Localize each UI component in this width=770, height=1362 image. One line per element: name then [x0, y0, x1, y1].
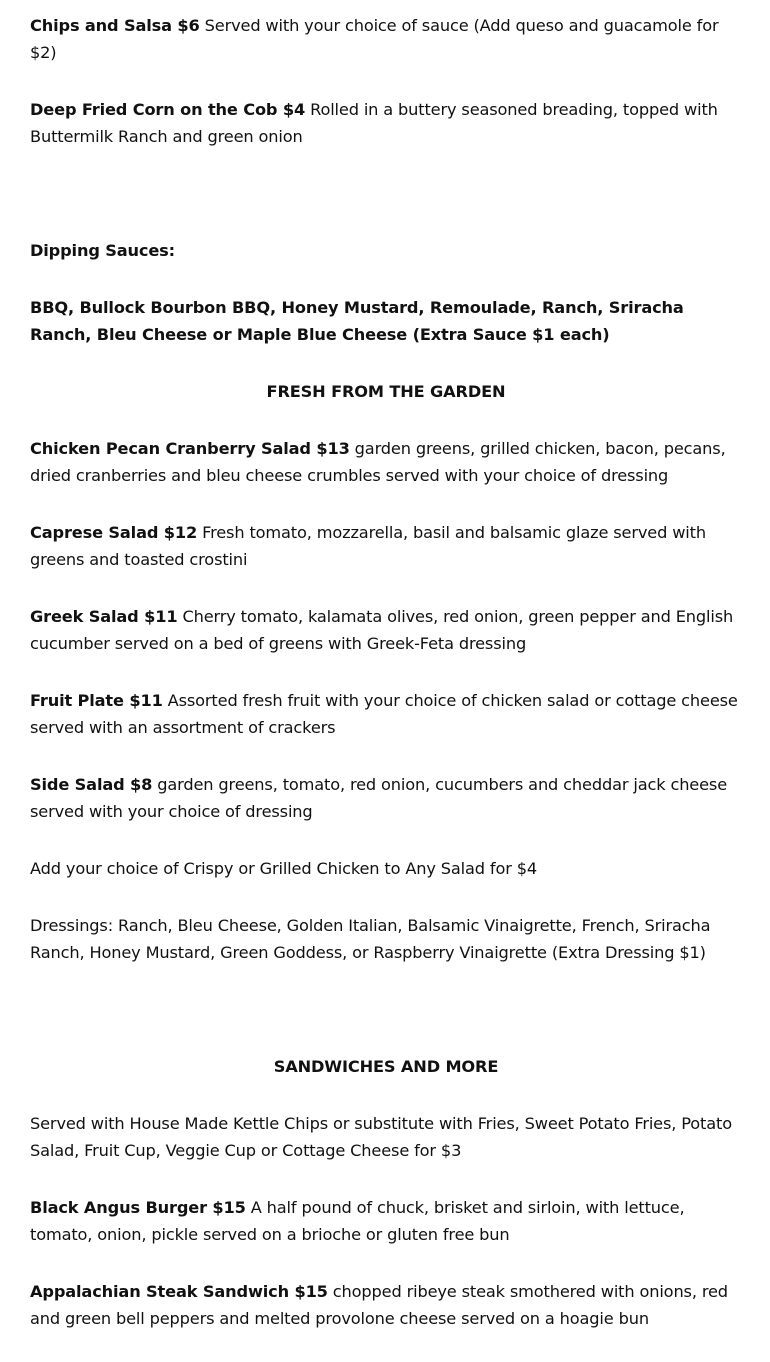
section-spacer	[30, 996, 742, 1053]
menu-item-description: chopped ribeye steak smothered with onions, red and green bell peppers and melted provolone cheese served on a hoagie bun	[30, 1282, 728, 1328]
menu-item-name: Black Angus Burger $15	[30, 1198, 246, 1217]
section-spacer	[30, 180, 742, 237]
menu-item-description: garden greens, grilled chicken, bacon, pecans, dried cranberries and bleu cheese crumbles served with your choice of dressing	[30, 439, 726, 485]
menu-item-name: Appalachian Steak Sandwich $15	[30, 1282, 328, 1301]
menu-item-chips-and-salsa	[30, 12, 742, 66]
menu-item-black-angus-burger	[30, 1194, 742, 1248]
dipping-sauces-title: Dipping Sauces:	[30, 241, 175, 260]
menu-item-name: Greek Salad $11	[30, 607, 178, 626]
menu-item-name: Chips and Salsa $6	[30, 16, 200, 35]
menu-item-name: Deep Fried Corn on the Cob $4	[30, 100, 306, 119]
menu-item-description: Served with your choice of sauce (Add queso and guacamole for $2)	[30, 16, 719, 62]
dipping-sauces-list: BBQ, Bullock Bourbon BBQ, Honey Mustard, Remoulade, Ranch, Sriracha Ranch, Bleu Cheese or Maple Blue Cheese (Extra Sauce $1 each)	[30, 298, 684, 344]
menu-item-name: Chicken Pecan Cranberry Salad $13	[30, 439, 350, 458]
section-heading-sandwiches: SANDWICHES AND MORE	[273, 1057, 499, 1076]
menu-item-fruit-plate	[30, 687, 742, 741]
menu-item-caprese-salad	[30, 519, 742, 573]
dressings-list: Dressings: Ranch, Bleu Cheese, Golden Italian, Balsamic Vinaigrette, French, Sriracha Ranch, Honey Mustard, Green Goddess, or Raspberry Vinaigrette (Extra Dressing $1)	[30, 916, 711, 962]
menu-item-name: Caprese Salad $12	[30, 523, 198, 542]
section-heading-garden: FRESH FROM THE GARDEN	[266, 382, 506, 401]
menu-item-appalachian-steak	[30, 1278, 742, 1332]
menu-item-description: Cherry tomato, kalamata olives, red onion, green pepper and English cucumber served on a bed of greens with Greek-Feta dressing	[30, 607, 734, 653]
menu-item-description: Fresh tomato, mozzarella, basil and balsamic glaze served with greens and toasted crostini	[30, 523, 706, 569]
sandwiches-intro: Served with House Made Kettle Chips or substitute with Fries, Sweet Potato Fries, Potato Salad, Fruit Cup, Veggie Cup or Cottage Cheese for $3	[30, 1114, 732, 1160]
menu-item-description: garden greens, tomato, red onion, cucumbers and cheddar jack cheese served with your choice of dressing	[30, 775, 728, 821]
add-chicken-note: Add your choice of Crispy or Grilled Chicken to Any Salad for $4	[30, 859, 538, 878]
menu-item-name: Fruit Plate $11	[30, 691, 163, 710]
menu-item-description: Assorted fresh fruit with your choice of chicken salad or cottage cheese served with an assortment of crackers	[30, 691, 738, 737]
menu-item-description: Rolled in a buttery seasoned breading, topped with Buttermilk Ranch and green onion	[30, 100, 718, 146]
menu-item-greek-salad	[30, 603, 742, 657]
menu-item-description: A half pound of chuck, brisket and sirloin, with lettuce, tomato, onion, pickle served on a brioche or gluten free bun	[30, 1198, 685, 1244]
menu-item-chicken-pecan-salad	[30, 435, 742, 489]
menu-item-deep-fried-corn	[30, 96, 742, 150]
menu-page	[30, 12, 742, 1362]
menu-item-side-salad	[30, 771, 742, 825]
menu-item-name: Side Salad $8	[30, 775, 153, 794]
